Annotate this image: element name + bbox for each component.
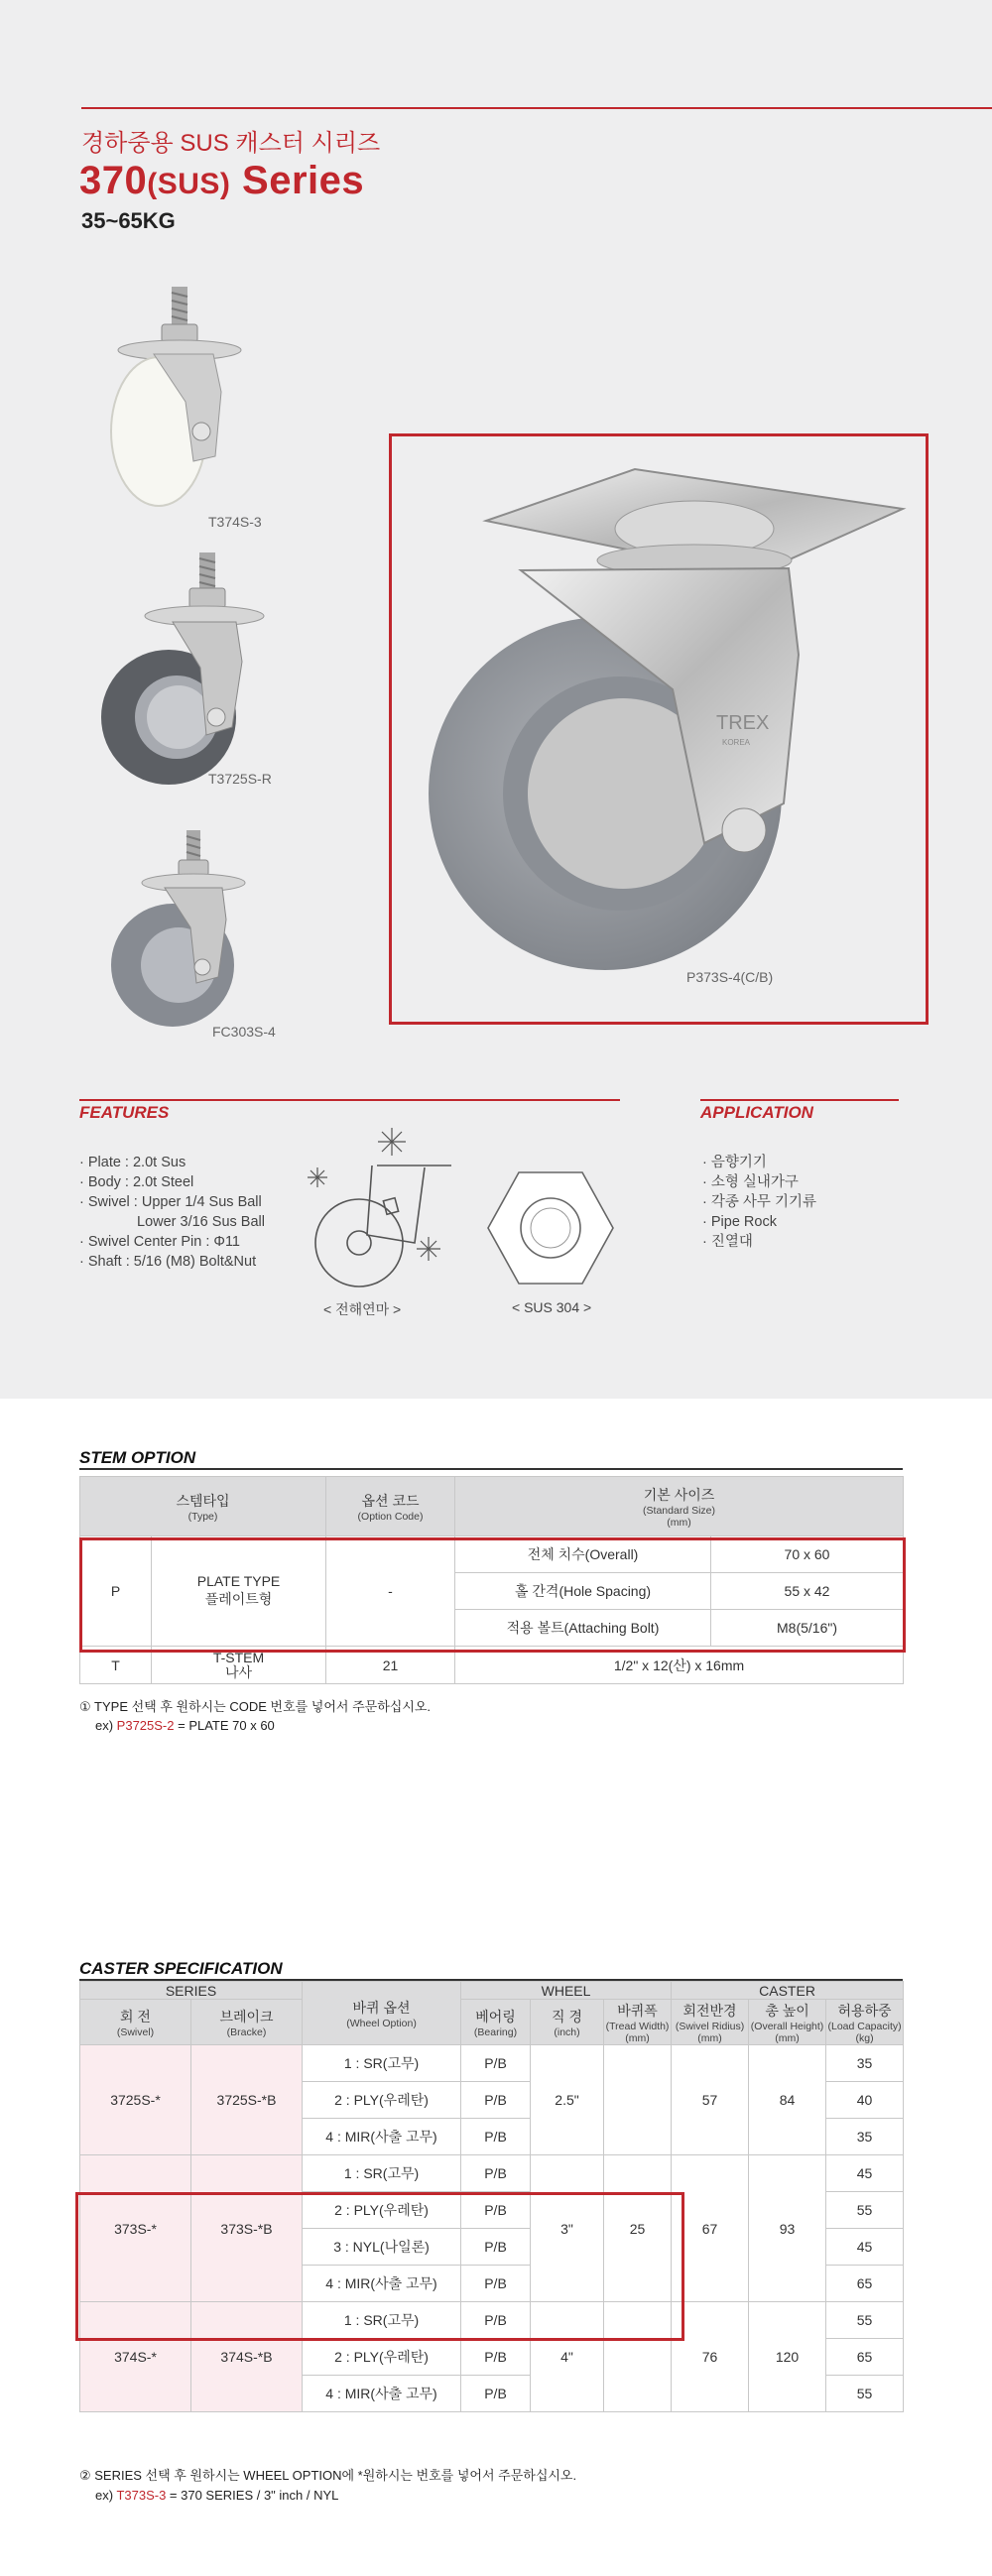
- option: 1 : SR(고무): [303, 2155, 461, 2192]
- load: 55: [826, 2376, 904, 2412]
- features-rule: [79, 1099, 620, 1101]
- series-373-highlight: [75, 2192, 684, 2341]
- load: 35: [826, 2045, 904, 2082]
- feature-center-pin: · Swivel Center Pin : Φ11: [79, 1234, 240, 1250]
- stem-header-type: 스템타입 (Type): [80, 1477, 326, 1536]
- feature-body: · Body : 2.0t Steel: [79, 1174, 194, 1190]
- stem-t-name: T-STEM 나사: [152, 1647, 326, 1684]
- size-value: 55 x 42: [711, 1573, 904, 1610]
- size-label: 전체 치수(Overall): [455, 1536, 711, 1573]
- option: 4 : MIR(사출 고무): [303, 2119, 461, 2155]
- application-item: · 음향기기: [702, 1155, 767, 1170]
- series-subtitle: 경하중용 SUS 캐스터 시리즈: [81, 130, 381, 157]
- load: 40: [826, 2082, 904, 2119]
- feature-swivel-lower: Lower 3/16 Sus Ball: [137, 1214, 265, 1230]
- size-value: 70 x 60: [711, 1536, 904, 1573]
- load: 65: [826, 2339, 904, 2376]
- header-rule: [81, 107, 992, 109]
- g1-swivel: 3725S-*: [80, 2045, 191, 2155]
- page-title: [79, 159, 364, 203]
- g2-dia: 3": [531, 2155, 604, 2302]
- h-option: 바퀴 옵션 (Wheel Option): [303, 1982, 461, 2045]
- g3-height: 120: [749, 2302, 826, 2412]
- g2-height: 93: [749, 2155, 826, 2302]
- bearing: P/B: [461, 2045, 531, 2082]
- stem-p-code: -: [326, 1536, 455, 1647]
- load: 45: [826, 2155, 904, 2192]
- application-item: · 진열대: [702, 1234, 753, 1250]
- option: 1 : SR(고무): [303, 2045, 461, 2082]
- features-heading: FEATURES: [79, 1103, 170, 1122]
- title-material: (SUS): [147, 168, 231, 200]
- stem-option-heading: STEM OPTION: [79, 1448, 196, 1467]
- stem-t-type: T: [80, 1647, 152, 1684]
- option: 2 : PLY(우레탄): [303, 2192, 461, 2229]
- application-rule: [700, 1099, 899, 1101]
- feature-plate: · Plate : 2.0t Sus: [79, 1155, 186, 1170]
- h-radius: 회전반경 (Swivel Ridius) (mm): [672, 2000, 749, 2045]
- electropolish-caption: < 전해연마 >: [323, 1301, 402, 1317]
- application-item: · 각종 사무 기기류: [702, 1194, 816, 1210]
- title-series: Series: [242, 159, 365, 202]
- feature-shaft: · Shaft : 5/16 (M8) Bolt&Nut: [79, 1254, 257, 1270]
- g2-brake: 373S-*B: [191, 2155, 303, 2302]
- brand-logo: TREX: [716, 712, 770, 734]
- spec-note-1: ② SERIES 선택 후 원하시는 WHEEL OPTION에 *원하시는 번호를 넣어서 주문하십시오.: [79, 2468, 577, 2483]
- caster-image-p373s: [407, 451, 913, 992]
- stem-note-1: ① TYPE 선택 후 원하시는 CODE 번호를 넣어서 주문하십시오.: [79, 1699, 432, 1714]
- electropolish-diagram: [298, 1126, 456, 1294]
- load: 55: [826, 2192, 904, 2229]
- h-dia: 직 경 (inch): [531, 2000, 604, 2045]
- bearing: P/B: [461, 2339, 531, 2376]
- application-heading: APPLICATION: [700, 1103, 813, 1122]
- sus304-diagram: [486, 1168, 615, 1288]
- g1-height: 84: [749, 2045, 826, 2155]
- application-item: · Pipe Rock: [702, 1214, 777, 1230]
- option: 4 : MIR(사출 고무): [303, 2266, 461, 2302]
- bearing: P/B: [461, 2266, 531, 2302]
- size-value: M8(5/16"): [711, 1610, 904, 1647]
- h-brake: 브레이크 (Bracke): [191, 2000, 303, 2045]
- brand-sub: KOREA: [722, 738, 751, 747]
- stem-header-size: 기본 사이즈 (Standard Size) (mm): [455, 1477, 904, 1536]
- option: 2 : PLY(우레탄): [303, 2082, 461, 2119]
- g1-brake: 3725S-*B: [191, 2045, 303, 2155]
- g1-tread: [604, 2045, 672, 2155]
- product-label-1: T374S-3: [208, 514, 262, 530]
- bearing: P/B: [461, 2155, 531, 2192]
- h-bearing: 베어링 (Bearing): [461, 2000, 531, 2045]
- h-height: 총 높이 (Overall Height) (mm): [749, 2000, 826, 2045]
- stem-t-code: 21: [326, 1647, 455, 1684]
- load-range: 35~65KG: [81, 208, 176, 233]
- option: 2 : PLY(우레탄): [303, 2339, 461, 2376]
- bearing: P/B: [461, 2302, 531, 2339]
- sus304-caption: < SUS 304 >: [512, 1299, 592, 1315]
- g2-tread: 25: [604, 2155, 672, 2302]
- caster-image-t374s: [94, 283, 273, 526]
- bearing: P/B: [461, 2119, 531, 2155]
- stem-p-type: P: [80, 1536, 152, 1647]
- bearing: P/B: [461, 2229, 531, 2266]
- g1-radius: 57: [672, 2045, 749, 2155]
- h-swivel: 회 전 (Swivel): [80, 2000, 191, 2045]
- h-tread: 바퀴폭 (Tread Width) (mm): [604, 2000, 672, 2045]
- application-list: [702, 1153, 816, 1252]
- g2-radius: 67: [672, 2155, 749, 2302]
- spec-note-2: ex) T373S-3 = 370 SERIES / 3" inch / NYL: [95, 2488, 339, 2503]
- g3-swivel: 374S-*: [80, 2302, 191, 2412]
- option: 1 : SR(고무): [303, 2302, 461, 2339]
- g3-radius: 76: [672, 2302, 749, 2412]
- features-list: [79, 1153, 317, 1272]
- bearing: P/B: [461, 2192, 531, 2229]
- application-item: · 소형 실내가구: [702, 1174, 799, 1190]
- stem-header-code: 옵션 코드 (Option Code): [326, 1477, 455, 1536]
- size-label: 홀 간격(Hole Spacing): [455, 1573, 711, 1610]
- load: 45: [826, 2229, 904, 2266]
- h-series: SERIES: [80, 1982, 303, 2000]
- bearing: P/B: [461, 2082, 531, 2119]
- stem-t-size: 1/2" x 12(산) x 16mm: [455, 1647, 904, 1684]
- load: 35: [826, 2119, 904, 2155]
- plate-type-highlight: [79, 1537, 906, 1653]
- g3-brake: 374S-*B: [191, 2302, 303, 2412]
- h-load: 허용하중 (Load Capacity) (kg): [826, 2000, 904, 2045]
- bearing: P/B: [461, 2376, 531, 2412]
- caster-image-t3725s: [87, 551, 266, 789]
- g3-dia: 4": [531, 2302, 604, 2412]
- product-label-3: FC303S-4: [212, 1024, 276, 1040]
- featured-product-label: P373S-4(C/B): [686, 969, 774, 985]
- caster-image-fc303s: [87, 828, 266, 1037]
- product-label-2: T3725S-R: [208, 771, 272, 787]
- caster-spec-heading: CASTER SPECIFICATION: [79, 1959, 283, 1978]
- option: 4 : MIR(사출 고무): [303, 2376, 461, 2412]
- h-wheel: WHEEL: [461, 1982, 672, 2000]
- load: 55: [826, 2302, 904, 2339]
- stem-note-2: ex) P3725S-2 = PLATE 70 x 60: [95, 1718, 275, 1733]
- feature-swivel-upper: · Swivel : Upper 1/4 Sus Ball: [79, 1194, 262, 1210]
- stem-p-name: PLATE TYPE 플레이트형: [152, 1536, 326, 1647]
- title-number: 370: [79, 159, 148, 202]
- option: 3 : NYL(나일론): [303, 2229, 461, 2266]
- h-caster: CASTER: [672, 1982, 904, 2000]
- size-label: 적용 볼트(Attaching Bolt): [455, 1610, 711, 1647]
- load: 65: [826, 2266, 904, 2302]
- g2-swivel: 373S-*: [80, 2155, 191, 2302]
- g1-dia: 2.5": [531, 2045, 604, 2155]
- stem-option-rule: [79, 1468, 903, 1470]
